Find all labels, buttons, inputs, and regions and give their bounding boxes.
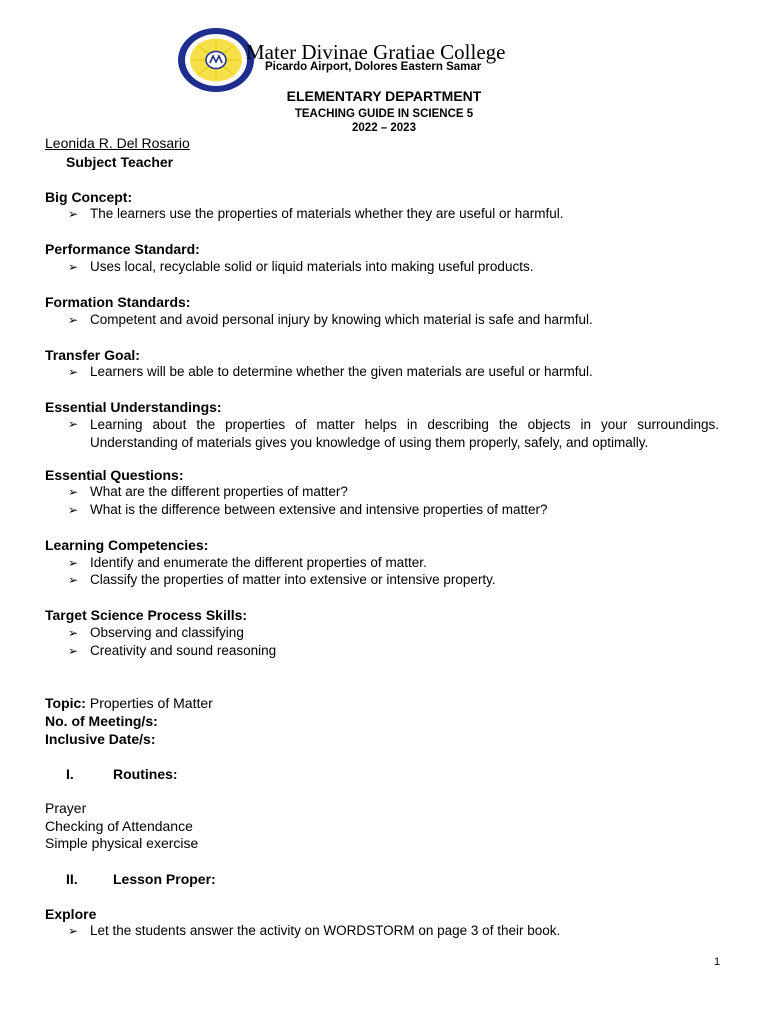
list-item: ➢ The learners use the properties of materials whether they are useful or harmful.: [68, 206, 564, 221]
bullet-arrow-icon: ➢: [68, 573, 79, 587]
learning-competencies-heading: Learning Competencies:: [45, 537, 209, 553]
department-title: ELEMENTARY DEPARTMENT: [286, 88, 482, 104]
list-item: ➢ Classify the properties of matter into extensive or intensive property.: [68, 572, 496, 587]
essential-understandings-heading: Essential Understandings:: [45, 399, 222, 415]
bullet-arrow-icon: ➢: [68, 365, 79, 379]
school-address: Picardo Airport, Dolores Eastern Samar: [265, 61, 482, 73]
list-item: ➢ Uses local, recyclable solid or liquid materials into making useful products.: [68, 259, 534, 274]
routines-number: I.: [66, 766, 74, 782]
list-item: ➢ Identify and enumerate the different properties of matter.: [68, 555, 427, 570]
explore-heading: Explore: [45, 906, 97, 922]
bullet-arrow-icon: ➢: [68, 417, 79, 431]
list-item: Learning about the properties of matter helps in describing the objects in your surroundings. Understanding of materials gives you knowledge of using them properly, safely, and optimally.: [90, 417, 719, 450]
formation-standards-heading: Formation Standards:: [45, 294, 191, 310]
big-concept-heading: Big Concept:: [45, 189, 133, 205]
lesson-number: II.: [66, 871, 78, 887]
school-year: 2022 – 2023: [352, 122, 416, 134]
list-item: ➢ What is the difference between extensive and intensive properties of matter?: [68, 502, 548, 517]
performance-standard-heading: Performance Standard:: [45, 241, 200, 257]
bullet-arrow-icon: ➢: [68, 313, 79, 327]
teacher-name: Leonida R. Del Rosario: [45, 135, 190, 151]
list-item: ➢ Competent and avoid personal injury by knowing which material is safe and harmful.: [68, 312, 593, 327]
school-seal-logo: [176, 26, 256, 94]
school-name: Mater Divinae Gratiae College: [246, 40, 506, 64]
essential-questions-heading: Essential Questions:: [45, 467, 184, 483]
page-number: 1: [714, 956, 721, 968]
list-item: Checking of Attendance: [45, 818, 193, 834]
meetings-label: No. of Meeting/s:: [45, 713, 158, 729]
teacher-role: Subject Teacher: [66, 154, 174, 170]
routines-heading: Routines:: [113, 766, 178, 782]
bullet-arrow-icon: ➢: [68, 556, 79, 570]
list-item: Prayer: [45, 800, 87, 816]
bullet-arrow-icon: ➢: [68, 503, 79, 517]
lesson-heading: Lesson Proper:: [113, 871, 216, 887]
bullet-arrow-icon: ➢: [68, 626, 79, 640]
bullet-arrow-icon: ➢: [68, 924, 79, 938]
dates-label: Inclusive Date/s:: [45, 731, 156, 747]
list-item: ➢ Creativity and sound reasoning: [68, 643, 277, 658]
list-item: ➢ What are the different properties of matter?: [68, 484, 348, 499]
bullet-arrow-icon: ➢: [68, 260, 79, 274]
bullet-arrow-icon: ➢: [68, 485, 79, 499]
topic-line: Topic: Properties of Matter: [45, 695, 213, 711]
bullet-arrow-icon: ➢: [68, 644, 79, 658]
list-item: ➢ Let the students answer the activity on WORDSTORM on page 3 of their book.: [68, 923, 561, 938]
list-item: Simple physical exercise: [45, 835, 199, 851]
transfer-goal-heading: Transfer Goal:: [45, 347, 140, 363]
list-item: ➢ Learners will be able to determine whether the given materials are useful or harmful.: [68, 364, 593, 379]
list-item: ➢ Observing and classifying: [68, 625, 244, 640]
process-skills-heading: Target Science Process Skills:: [45, 607, 248, 623]
bullet-arrow-icon: ➢: [68, 207, 79, 221]
guide-title: TEACHING GUIDE IN SCIENCE 5: [294, 108, 474, 120]
